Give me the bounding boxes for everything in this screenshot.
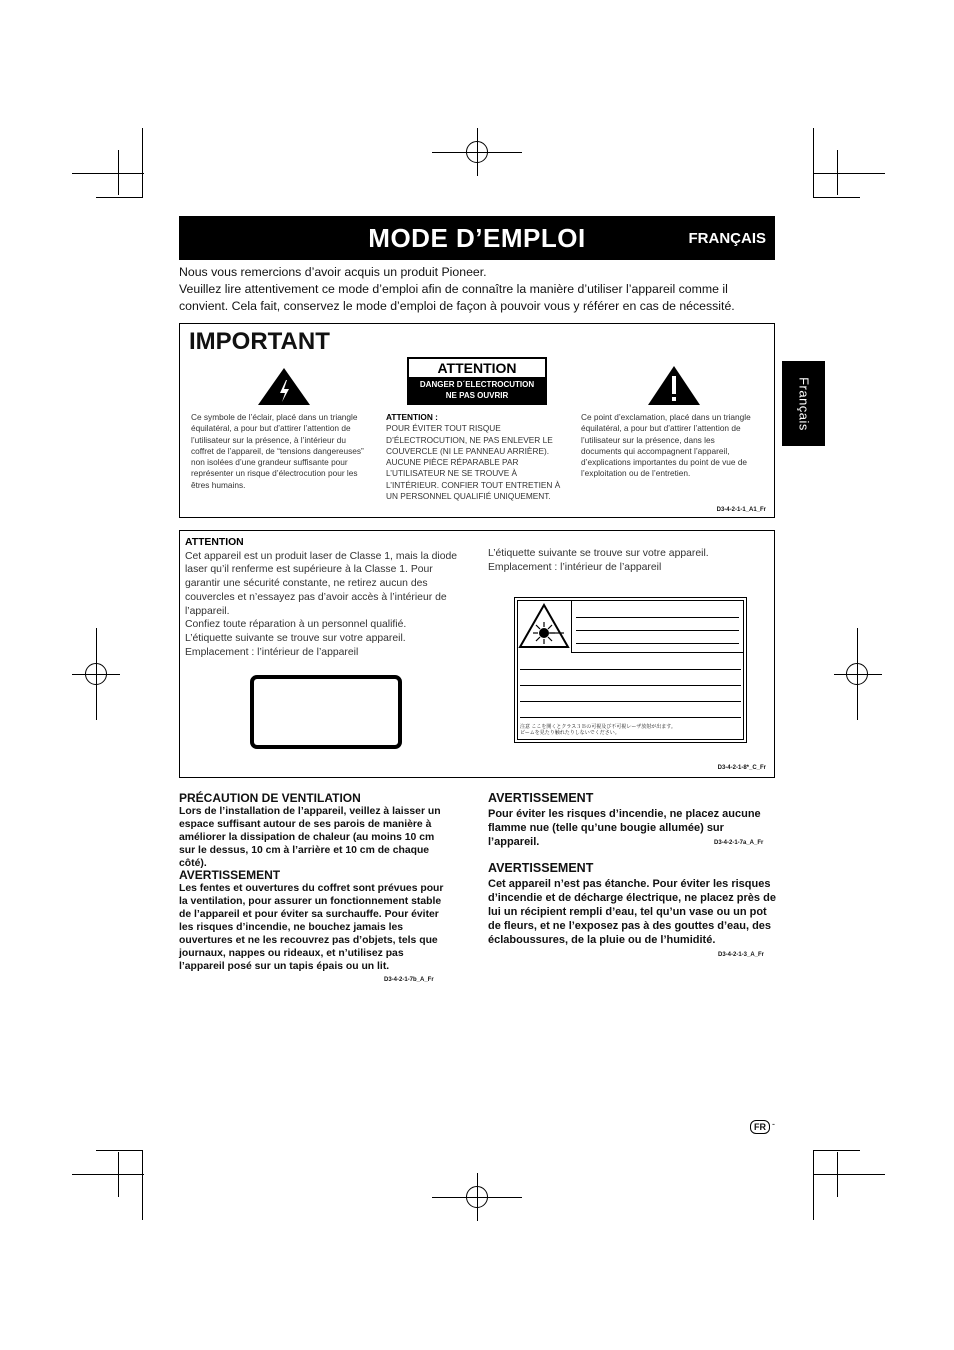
laser-right-text bbox=[488, 547, 748, 574]
japanese-caution-text bbox=[520, 724, 676, 736]
laser-radiation-icon bbox=[518, 603, 570, 649]
intro-text bbox=[179, 264, 779, 315]
laser-attention-box bbox=[179, 530, 775, 778]
laser-warning-label bbox=[514, 597, 747, 743]
attention-explanation bbox=[386, 412, 566, 502]
title-bar bbox=[179, 216, 775, 260]
language-label: FRANÇAIS bbox=[688, 230, 766, 247]
flame-warning-heading: AVERTISSEMENT bbox=[488, 791, 594, 805]
lightning-warning-icon bbox=[256, 366, 312, 406]
side-tab-label: Français bbox=[796, 376, 811, 431]
exclamation-warning-icon bbox=[646, 364, 702, 406]
water-warning-text: Cet appareil n’est pas étanche. Pour éviter les risques d’incendie et de décharge électrique, ne placez près de lui un récipient rempli d’eau, tel qu’un vase ou un pot de fleurs, et ne l’exposez pas à des gouttes d’eau, des éclaboussures, de la pluie ou de l’humidité. bbox=[488, 878, 776, 946]
laser-right-line-2: Emplacement : l’intérieur de l’appareil bbox=[488, 561, 662, 573]
attention-explanation-text: POUR ÉVITER TOUT RISQUE D’ÉLECTROCUTION, NE PAS ENLEVER LE COUVERCLE (NI LE PANNEAU ARRIÈRE). AUCUNE PIÈCE RÉPARABLE PAR L’UTILISATEUR NE SE TROUVE À L’INTÉRIEUR. CONFIER TOUT ENTRETIEN À UN PERSONNEL QUALIFIÉ UNIQUEMENT. bbox=[386, 423, 561, 502]
important-title: IMPORTANT bbox=[189, 328, 330, 355]
attention-label-line-2: NE PAS OUVRIR bbox=[445, 391, 509, 400]
laser-paragraph-1: Cet appareil est un produit laser de Classe 1, mais la diode laser qu’il renferme est supérieure à la Classe 1. Pour garantir une sécurité constante, ne retirez aucun des couvercles et n’essayez pas d’avoir accès à l’intérieur de l’appareil. bbox=[185, 550, 458, 617]
reference-code: D3-4-2-1-8*_C_Fr bbox=[717, 765, 766, 771]
laser-heading: ATTENTION bbox=[185, 537, 244, 548]
japanese-caution-line-1: 注意 ここを開くとクラス３Ｂの可視及び不可視レーザ放射が出ます。 bbox=[520, 724, 676, 730]
japanese-caution-line-2: ビームを見たり触れたりしないでください。 bbox=[520, 730, 620, 736]
laser-paragraph-3: L’étiquette suivante se trouve sur votre appareil. bbox=[185, 632, 406, 644]
page-language-badge: FR bbox=[750, 1120, 770, 1134]
reference-code: D3-4-2-1-7a_A_Fr bbox=[714, 840, 764, 846]
reference-code: D3-4-2-1-1_A1_Fr bbox=[716, 507, 766, 513]
ventilation-warning-heading: AVERTISSEMENT bbox=[179, 868, 281, 882]
attention-label-heading: ATTENTION bbox=[409, 359, 545, 377]
page-title: MODE D’EMPLOI bbox=[368, 223, 586, 253]
laser-paragraph-2: Confiez toute réparation à un personnel qualifié. bbox=[185, 619, 407, 631]
page-number-dash: - bbox=[772, 1119, 775, 1129]
laser-paragraph-4: Emplacement : l’intérieur de l’appareil bbox=[185, 646, 359, 658]
attention-label bbox=[407, 357, 547, 405]
intro-line-1: Nous vous remercions d’avoir acquis un produit Pioneer. bbox=[179, 265, 487, 279]
exclamation-symbol-explanation: Ce point d’exclamation, placé dans un triangle équilatéral, a pour but d’attirer l’attention de l’utilisateur sur la présence, dans les documents qui accompagnent l’appareil, d’explications importantes du point de vue de l’exploitation ou de l’entretien. bbox=[581, 412, 751, 479]
ventilation-heading: PRÉCAUTION DE VENTILATION bbox=[179, 791, 361, 805]
flame-warning-text: Pour éviter les risques d’incendie, ne placez aucune flamme nue (telle qu’une bougie allumée) sur l’appareil. bbox=[488, 808, 761, 848]
reference-code: D3-4-2-1-7b_A_Fr bbox=[384, 977, 434, 983]
class1-label-graphic bbox=[250, 675, 402, 749]
ventilation-warning-text: Les fentes et ouvertures du coffret sont prévues pour la ventilation, pour assurer un fonctionnement stable de l’appareil et pour éviter sa surchauffe. Pour éviter les risques d’incendie, ne bouchez jamais les ouvertures et ne les recouvrez pas d’objets, tels que journaux, nappes ou rideaux, et n’utilisez pas l’appareil posé sur un tapis épais ou un lit. bbox=[179, 883, 444, 972]
ventilation-text: Lors de l’installation de l’appareil, veillez à laisser un espace suffisant autour de ses parois de manière à améliorer la dissipation de chaleur (au moins 10 cm sur le dessus, 10 cm à l’arrière et 10 cm de chaque côté). bbox=[179, 806, 441, 869]
language-side-tab bbox=[782, 361, 825, 446]
reference-code: D3-4-2-1-3_A_Fr bbox=[718, 952, 765, 958]
intro-line-2: Veuillez lire attentivement ce mode d’emploi afin de connaître la manière d’utiliser l’appareil comme il convient. Cela fait, conservez le mode d’emploi de façon à pouvoir vous y référer en cas de nécessité. bbox=[179, 282, 735, 313]
laser-right-line-1: L’étiquette suivante se trouve sur votre appareil. bbox=[488, 548, 709, 559]
water-warning-heading: AVERTISSEMENT bbox=[488, 861, 594, 875]
lightning-symbol-explanation: Ce symbole de l’éclair, placé dans un triangle équilatéral, a pour but d’attirer l’attention de l’utilisateur sur la présence, à l’intérieur du coffret de l’appareil, de “tensions dangereuses” non isolées d’une grandeur suffisante pour représenter un risque d’électrocution pour les êtres humains. bbox=[191, 412, 364, 490]
attention-label-line-1: DANGER D´ELECTROCUTION bbox=[419, 380, 535, 389]
laser-left-text bbox=[185, 536, 460, 659]
attention-explanation-heading: ATTENTION : bbox=[386, 412, 438, 422]
important-box bbox=[179, 323, 775, 518]
